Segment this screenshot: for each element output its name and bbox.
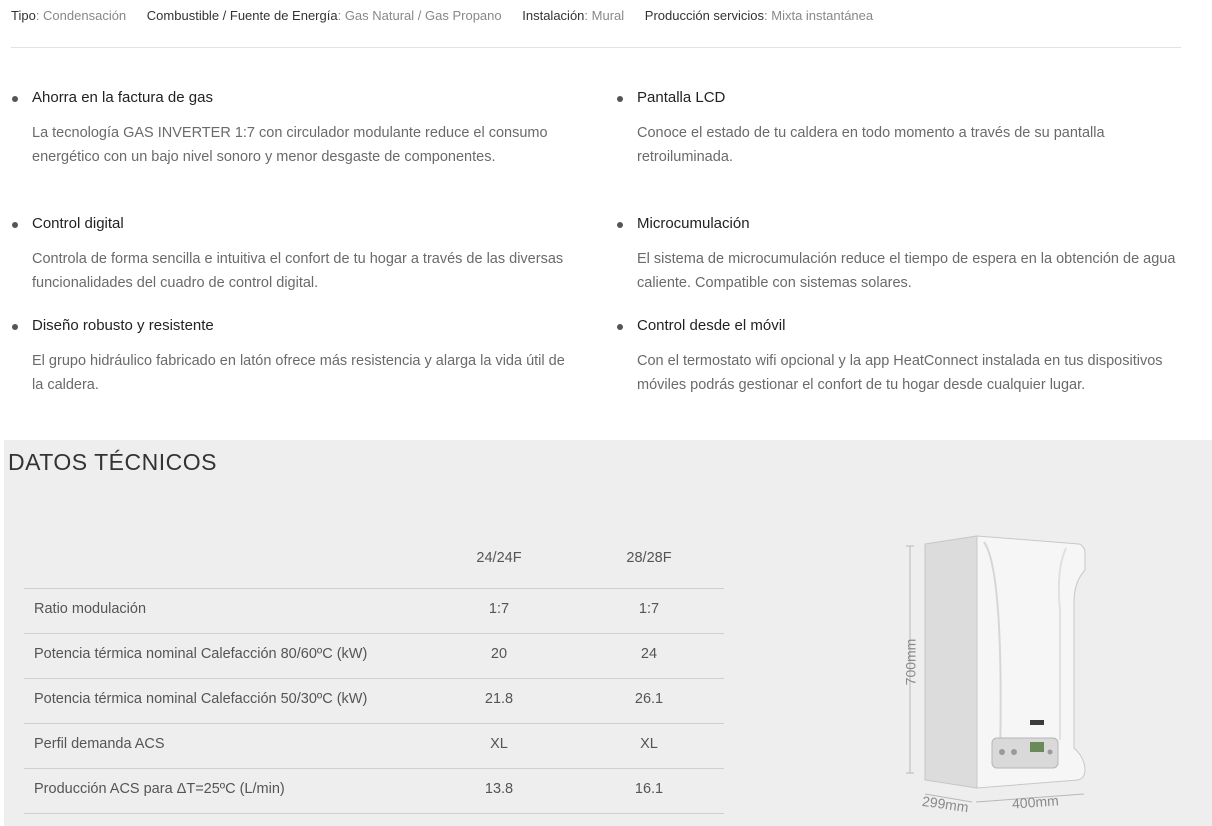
spec-key: Producción servicios xyxy=(644,8,764,23)
spec-key: Combustible / Fuente de Energía xyxy=(146,8,338,23)
table-row xyxy=(24,634,724,679)
table-row xyxy=(24,724,724,769)
dimension-width: 400mm xyxy=(1011,792,1060,812)
cell-value: 13.8 xyxy=(484,781,514,797)
cell-value: 21.8 xyxy=(484,691,514,707)
feature-title: Pantalla LCD xyxy=(637,89,726,106)
row-label: Perfil demanda ACS xyxy=(34,736,165,752)
cell-value: 16.1 xyxy=(634,781,664,797)
divider xyxy=(11,47,1181,48)
spec-produccion: Producción servicios: Mixta instantánea xyxy=(644,8,874,23)
row-label: Ratio modulación xyxy=(34,601,147,617)
cell-value: XL xyxy=(640,736,658,752)
table-row xyxy=(24,679,724,724)
table-header xyxy=(24,540,724,589)
row-label: Producción ACS para ΔT=25ºC (L/min) xyxy=(34,781,285,797)
feature-desc: Conoce el estado de tu caldera en todo momento a través de su pantalla retroiluminada. xyxy=(637,125,1105,165)
boiler-image xyxy=(884,530,1104,826)
cell-value: 1:7 xyxy=(488,601,510,617)
cell-value: 26.1 xyxy=(634,691,664,707)
feature-title: Control desde el móvil xyxy=(637,317,786,334)
feature-desc: Controla de forma sencilla e intuitiva el confort de tu hogar a través de las diversas funcionalidades del cuadro de control digital. xyxy=(32,251,564,291)
cell-value: XL xyxy=(490,736,508,752)
spec-value: Gas Natural / Gas Propano xyxy=(344,8,502,23)
spec-value: Mixta instantánea xyxy=(771,8,874,23)
tech-section xyxy=(4,440,1212,826)
table-row xyxy=(24,589,724,634)
cell-value: 24 xyxy=(640,646,658,662)
feature-desc: El grupo hidráulico fabricado en latón ofrece más resistencia y alarga la vida útil de la caldera. xyxy=(32,353,565,393)
feature-title: Control digital xyxy=(32,215,124,232)
spec-key: Instalación xyxy=(522,8,585,23)
bullet-icon xyxy=(617,222,623,228)
spec-instalacion: Instalación: Mural xyxy=(522,8,625,23)
spec-table xyxy=(24,540,724,814)
bullet-icon xyxy=(12,222,18,228)
cell-value: 20 xyxy=(490,646,508,662)
column-header: 28/28F xyxy=(626,550,672,566)
spec-key: Tipo xyxy=(11,8,36,23)
feature-desc: La tecnología GAS INVERTER 1:7 con circulador modulante reduce el consumo energético con un bajo nivel sonoro y menor desgaste de componentes. xyxy=(32,125,548,165)
spec-value: Mural xyxy=(591,8,625,23)
feature-title: Microcumulación xyxy=(637,215,750,232)
specs-bar xyxy=(11,8,890,23)
table-row xyxy=(24,769,724,814)
feature-title: Ahorra en la factura de gas xyxy=(32,89,213,106)
feature-desc: El sistema de microcumulación reduce el tiempo de espera en la obtención de agua caliente. Compatible con sistemas solares. xyxy=(637,251,1176,291)
column-header: 24/24F xyxy=(476,550,522,566)
spec-tipo: Tipo: Condensación xyxy=(11,8,127,23)
lcd-display xyxy=(1030,742,1044,752)
bullet-icon xyxy=(12,96,18,102)
bullet-icon xyxy=(617,96,623,102)
section-title: DATOS TÉCNICOS xyxy=(8,449,217,475)
feature-title: Diseño robusto y resistente xyxy=(32,317,214,334)
dimension-height: 700mm xyxy=(902,638,919,686)
spec-value: Condensación xyxy=(43,8,127,23)
feature-desc: Con el termostato wifi opcional y la app HeatConnect instalada en tus dispositivos móviles podrás gestionar el confort de tu hogar desde cualquier lugar. xyxy=(637,353,1163,393)
row-label: Potencia térmica nominal Calefacción 50/30ºC (kW) xyxy=(34,691,368,707)
bullet-icon xyxy=(617,324,623,330)
bullet-icon xyxy=(12,324,18,330)
brand-badge xyxy=(1030,720,1044,725)
cell-value: 1:7 xyxy=(638,601,660,617)
row-label: Potencia térmica nominal Calefacción 80/60ºC (kW) xyxy=(34,646,368,662)
dimension-depth: 299mm xyxy=(921,792,970,816)
spec-combustible: Combustible / Fuente de Energía: Gas Natural / Gas Propano xyxy=(146,8,502,23)
